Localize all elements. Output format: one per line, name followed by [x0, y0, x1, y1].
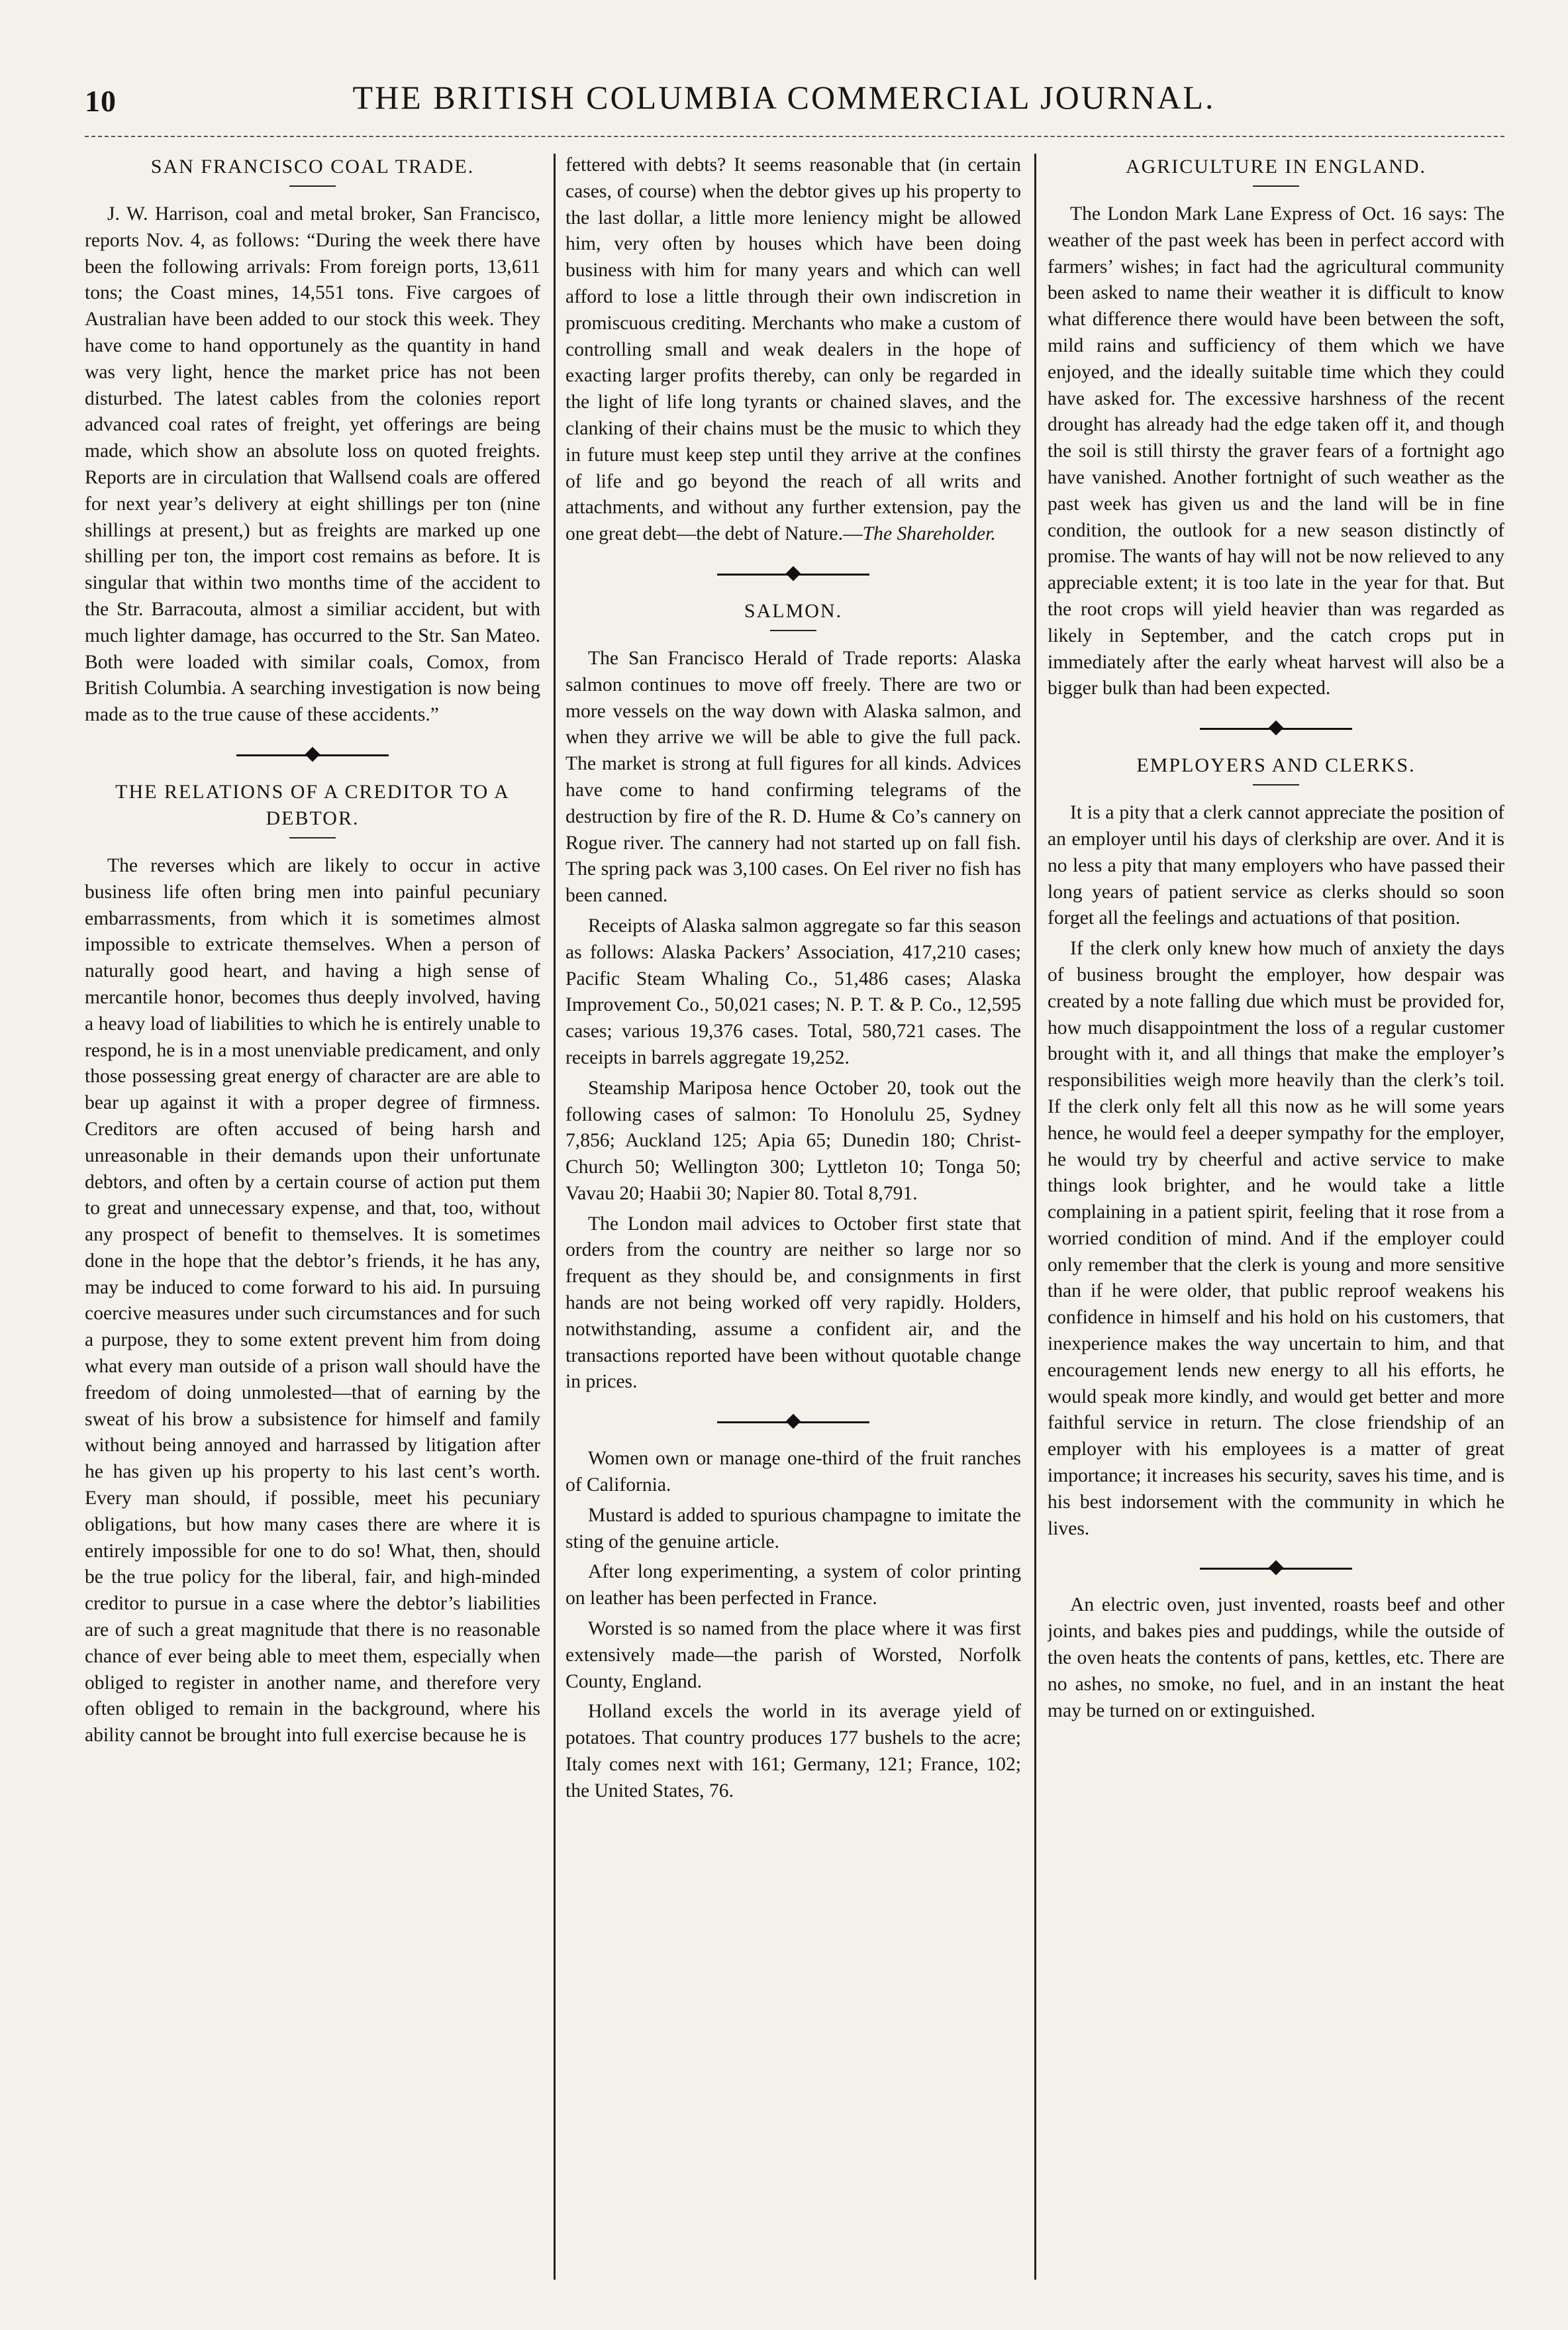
section-divider — [236, 742, 389, 768]
column-rule — [1034, 154, 1036, 2280]
section-divider — [1200, 1555, 1352, 1582]
column-1 — [85, 152, 540, 2298]
news-note: After long experimenting, a system of color printing on leather has been perfected in France. — [565, 1561, 1021, 1609]
page-number: 10 — [85, 84, 117, 118]
title-rule — [1253, 185, 1299, 187]
news-note: Women own or manage one-third of the fruit ranches of California. — [565, 1448, 1021, 1496]
salmon-paragraph: Steamship Mariposa hence October 20, took out the following cases of salmon: To Honolulu 25, Sydney 7,856; Auckland 125; Apia 65; Dunedin 180; Christ-Church 50; Wellington 300; Lyttleton 10; Tonga 50; Vavau 20; Haabii 30; Napier 80. Total 8,791. — [565, 1077, 1021, 1204]
agriculture-paragraph: The London Mark Lane Express of Oct. 16 says: The weather of the past week has been in perfect accord with farmers’ wishes; in fact had the agricultural community been asked to name their weather it is difficult to know what difference there would have been between the soft, mild rains and sufficiency of them which we have enjoyed, and the ideally suitable time which they could have asked for. The excessive harshness of the recent drought has already had the edge taken off it, and though the soil is still thirsty the graver fears of a fortnight ago have vanished. Another fortnight of such weather as the past week has given us and the land will be in fine condition, the outlook for a new season distinctly of promise. The wants of hay will not be now relieved to any appreciable extent; it is too late in the year for that. But the root crops will yield heavier than was regarded as likely in September, and the catch crops put in immediately after the early wheat harvest will also be a bigger bulk than had been expected. — [1048, 203, 1504, 699]
article-title-agriculture: AGRICULTURE IN ENGLAND. — [1125, 156, 1427, 177]
title-rule — [289, 837, 336, 838]
journal-title: THE BRITISH COLUMBIA COMMERCIAL JOURNAL. — [352, 79, 1216, 116]
article-title-employers-clerks: EMPLOYERS AND CLERKS. — [1136, 754, 1416, 777]
employers-paragraph: It is a pity that a clerk cannot appreciate the position of an employer until his days of clerkship are over. And it is no less a pity that many employers who have passed their long years of patient service as clerks should so soon forget all the feelings and actuations of that position. — [1048, 802, 1504, 929]
article-title-salmon: SALMON. — [744, 599, 843, 622]
column-2 — [565, 152, 1021, 2298]
source-attribution: The Shareholder. — [862, 523, 996, 545]
column-rule — [554, 154, 556, 2280]
news-note: Holland excels the world in its average yield of potatoes. That country produces 177 bushels to the acre; Italy comes next with 161; Germany, 121; France, 102; the United States, 76. — [565, 1701, 1021, 1801]
section-divider — [717, 1409, 869, 1435]
coal-trade-paragraph: J. W. Harrison, coal and metal broker, San Francisco, reports Nov. 4, as follows: “During the week there have been the following arrivals: From foreign ports, 13,611 tons; the Coast mines, 14,551 tons. Five cargoes of Australian have been added to our stock this week. They have come to hand opportunely as the quantity in hand was very light, hence the market price has not been disturbed. The latest cables from the colonies report advanced coal rates of freight, yet offerings are being made, which show an absolute loss on quoted freights. Reports are in circulation that Wallsend coals are offered for next year’s delivery at eight shillings per ton (nine shillings at present,) but as freights are marked up one shilling per ton, the import cost remains as before. It is singular that within two months time of the accident to the Str. Barracouta, almost a similiar accident, but with much lighter damage, has occurred to the Str. San Mateo. Both were loaded with similar coals, Comox, from British Columbia. A searching investigation is now being made as to the true cause of these accidents.” — [85, 203, 540, 726]
header-rule — [85, 136, 1504, 137]
title-rule — [289, 185, 336, 187]
column-3 — [1048, 152, 1504, 2298]
page-header — [0, 78, 1568, 138]
title-rule — [1253, 784, 1299, 785]
creditor-debtor-paragraph: The reverses which are likely to occur in active business life often bring men into painful pecuniary embarrassments, from which it is sometimes almost impossible to extricate themselves. When a person of naturally good heart, and having a high sense of mercantile honor, becomes thus deeply involved, having a heavy load of liabilities to which he is entirely unable to respond, he is in a most unenviable predicament, and only those possessing great energy of character are are able to bear up against it with a proper degree of firmness. Creditors are often accused of being harsh and unreasonable in their demands upon their unfortunate debtors, and often by a certain course of action put them to great and unnecessary expense, and that, too, without any prospect of benefit to themselves. It is sometimes done in the hope that the debtor’s friends, it he has any, may be induced to come forward to his aid. In pursuing coercive measures under such circumstances and for such a purpose, they to some extent prevent him from doing what every man outside of a prison wall should have the freedom of doing unmolested—that of earning by the sweat of his brow a subsistence for himself and family without being annoyed and harrassed by litigation after he has given up his property to his last cent’s worth. Every man should, if possible, meet his pecuniary obligations, but how many cases there are where it is entirely impossible for one to do so! What, then, should be the true policy for the liberal, fair, and high-minded creditor to pursue in a case where the debtor’s liabilities are of such a great magnitude that there is no reasonable chance of ever being able to meet them, especially when obliged to register in another name, and therefore very often obliged to remain in the background, where his ability cannot be brought into full exercise because he is — [85, 854, 540, 1747]
title-rule — [770, 630, 816, 631]
article-title-creditor-debtor: THE RELATIONS OF A CREDITOR TO A DEBTOR. — [115, 780, 510, 829]
creditor-debtor-continued — [565, 152, 1021, 548]
section-divider — [1200, 715, 1352, 742]
news-note: Worsted is so named from the place where it was first extensively made—the parish of Worsted, Norfolk County, England. — [565, 1618, 1021, 1692]
salmon-paragraph: Receipts of Alaska salmon aggregate so far this season as follows: Alaska Packers’ Association, 417,210 cases; Pacific Steam Whaling Co., 51,486 cases; Alaska Improvement Co., 50,021 cases; N. P. T. & P. Co., 12,595 cases; various 19,376 cases. Total, 580,721 cases. The receipts in barrels aggregate 19,252. — [565, 915, 1021, 1068]
article-title-coal-trade: SAN FRANCISCO COAL TRADE. — [150, 156, 475, 177]
electric-oven-note: An electric oven, just invented, roasts beef and other joints, and bakes pies and puddings, while the outside of the oven heats the contents of pans, kettles, etc. There are no ashes, no smoke, no fuel, and in an instant the heat may be turned on or extinguished. — [1048, 1594, 1504, 1721]
section-divider — [717, 561, 869, 587]
salmon-paragraph: The London mail advices to October first state that orders from the country are neither so large nor so frequent as they should be, and consignments in first hands are not being worked off very rapidly. Holders, notwithstanding, assume a confident air, and the transactions reported have been without quotable change in prices. — [565, 1213, 1021, 1393]
creditor-debtor-continued-text: fettered with debts? It seems reasonable that (in certain cases, of course) when the debtor gives up his property to the last dollar, a little more leniency might be allowed him, very often by houses which have been doing business with him for many years and which can well afford to lose a little through their own indiscretion in promiscuous crediting. Merchants who make a custom of controlling small and weak dealers in the hope of exacting larger profits thereby, can only be regarded in the light of life long tyrants or chained slaves, and the clanking of their chains must be the music to which they in future must keep step until they arrive at the confines of life and go beyond the reach of all writs and attachments, and without any further extension, pay the one great debt—the debt of Nature.— — [565, 154, 1021, 545]
news-note: Mustard is added to spurious champagne to imitate the sting of the genuine article. — [565, 1504, 1021, 1552]
salmon-paragraph: The San Francisco Herald of Trade reports: Alaska salmon continues to move off freely. There are two or more vessels on the way down with Alaska salmon, and when they arrive we will be able to give the full pack. The market is strong at full figures for all kinds. Advices have come to hand confirming telegrams of the destruction by fire of the R. D. Hume & Co’s cannery on Rogue river. The cannery had not started up on fall fish. The spring pack was 3,100 cases. On Eel river no fish has been canned. — [565, 647, 1021, 907]
employers-paragraph: If the clerk only knew how much of anxiety the days of business brought the employer, how despair was created by a note falling due which must be provided for, how much disappointment the loss of a regular customer brought with it, and all things that make the employer’s responsibilities weigh more heavily than the clerk’s toil. If the clerk only felt all this now as he will some years hence, he would feel a deeper sympathy for the employer, he would try by cheerful and active service to make things look brighter, and he would take a little complaining in a patient spirit, feeling that it rose from a worried condition of mind. And if the employer could only remember that the clerk is young and more sensitive than if he were older, that public reproof weakens his confidence in himself and his hold on his customers, that inexperience makes the way uncertain to him, and that encouragement lends new energy to all his efforts, he would speak more kindly, and would get better and more faithful service in return. The close friendship of an employer with his employees is a matter of great importance; it increases his security, saves his time, and is his best indorsement with the community in which he lives. — [1048, 938, 1504, 1539]
